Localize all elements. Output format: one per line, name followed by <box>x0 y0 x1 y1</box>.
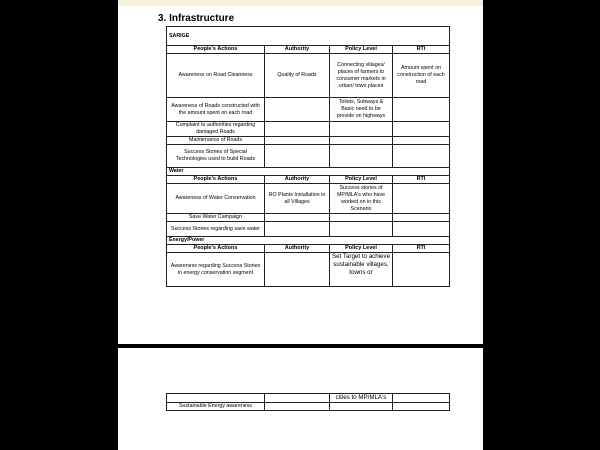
cell-policy: Connecting villages/ places of farmers to consumer markets in urban/ town places <box>330 54 393 98</box>
section-row-water <box>167 168 450 176</box>
cell-action: Maintenance of Roads <box>167 137 265 145</box>
cell-policy <box>330 145 393 168</box>
cell-policy: cities to MP/MLA's <box>330 394 393 403</box>
header-authority: Authority <box>265 46 330 54</box>
cell-authority <box>265 214 330 222</box>
table-title-row <box>167 27 450 46</box>
cell-rti <box>393 184 450 214</box>
cell-action: Awareness on Road Cleanness <box>167 54 265 98</box>
cell-policy <box>330 214 393 222</box>
continuation-table <box>166 393 450 411</box>
table-row <box>167 145 450 168</box>
cell-policy: Success stories of MP/MLA's who have worked on in this Scenario <box>330 184 393 214</box>
section-label-water: Water <box>167 168 450 176</box>
cell-policy <box>330 403 393 411</box>
cell-rti <box>393 122 450 137</box>
cell-rti <box>393 394 450 403</box>
table-row <box>167 122 450 137</box>
cell-rti <box>393 253 450 287</box>
cell-authority: RO Plants Installation in all Villages <box>265 184 330 214</box>
cell-action <box>167 394 265 403</box>
cell-rti <box>393 214 450 222</box>
header-policy: Policy Level <box>330 176 393 184</box>
table-row <box>167 54 450 98</box>
cell-rti <box>393 403 450 411</box>
cell-action: Save Water Campaign <box>167 214 265 222</box>
cell-action: Awareness of Roads constructed with the amount spent on each road <box>167 98 265 122</box>
header-row <box>167 46 450 54</box>
cell-authority <box>265 145 330 168</box>
header-actions: People's Actions <box>167 176 265 184</box>
header-rti: RTI <box>393 176 450 184</box>
cell-action: Awareness regarding Success Stories in energy conservation segment <box>167 253 265 287</box>
section-label-energy: Energy/Power <box>167 237 450 245</box>
cell-authority <box>265 122 330 137</box>
infrastructure-table <box>166 26 450 287</box>
table-row <box>167 214 450 222</box>
table-row <box>167 403 450 411</box>
header-actions: People's Actions <box>167 245 265 253</box>
cell-policy: Set Target to achieve sustainable villages, towns or <box>330 253 393 287</box>
section-row-energy <box>167 237 450 245</box>
cell-action: Complaint to authorities regarding damaged Roads <box>167 122 265 137</box>
cell-policy <box>330 137 393 145</box>
cell-rti <box>393 98 450 122</box>
cell-rti <box>393 222 450 237</box>
cell-rti: Amount spent on construction of each road <box>393 54 450 98</box>
table-row <box>167 253 450 287</box>
cell-action: Success Stories regarding save water <box>167 222 265 237</box>
cell-authority <box>265 137 330 145</box>
cell-authority <box>265 253 330 287</box>
document-page-2 <box>118 348 483 450</box>
cell-authority <box>265 222 330 237</box>
header-policy: Policy Level <box>330 46 393 54</box>
header-row <box>167 176 450 184</box>
header-authority: Authority <box>265 245 330 253</box>
cell-rti <box>393 145 450 168</box>
page-top-strip <box>118 0 483 6</box>
header-authority: Authority <box>265 176 330 184</box>
cell-policy <box>330 222 393 237</box>
cell-authority: Quality of Roads <box>265 54 330 98</box>
section-heading: 3. Infrastructure <box>158 13 235 24</box>
cell-rti <box>393 137 450 145</box>
header-rti: RTI <box>393 245 450 253</box>
cell-policy <box>330 122 393 137</box>
table-row <box>167 394 450 403</box>
cell-action: Awareness of Water Conservation <box>167 184 265 214</box>
cell-authority <box>265 98 330 122</box>
table-row <box>167 137 450 145</box>
header-policy: Policy Level <box>330 245 393 253</box>
table-row <box>167 184 450 214</box>
table-row <box>167 222 450 237</box>
document-page-1 <box>118 0 483 344</box>
header-actions: People's Actions <box>167 46 265 54</box>
cell-action: Sustainable Energy awareness <box>167 403 265 411</box>
header-rti: RTI <box>393 46 450 54</box>
cell-action: Success Stories of Special Technologies used to build Roads <box>167 145 265 168</box>
cell-policy: Toilets, Subways & Basic need to be provide on highways <box>330 98 393 122</box>
cell-authority <box>265 394 330 403</box>
org-name: SARIGE <box>167 27 450 46</box>
header-row <box>167 245 450 253</box>
table-row <box>167 98 450 122</box>
cell-authority <box>265 403 330 411</box>
